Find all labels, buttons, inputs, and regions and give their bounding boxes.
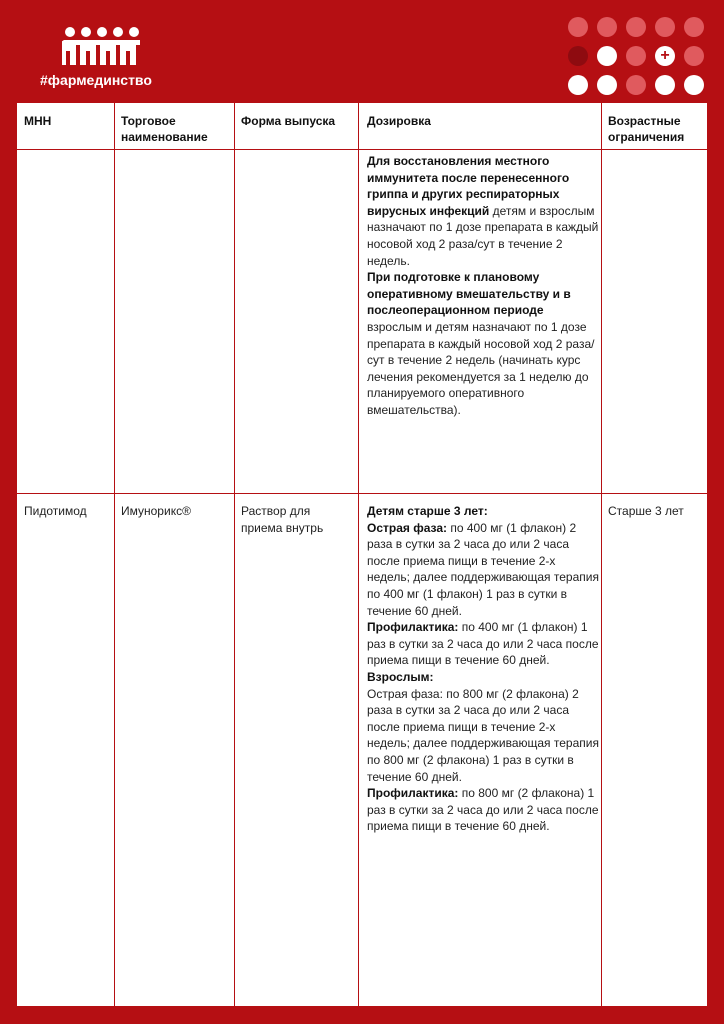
decorative-dot: [597, 46, 617, 66]
decorative-dot: [597, 17, 617, 37]
header-trade-name: Торговое наименование: [121, 114, 208, 144]
decorative-dot: [568, 75, 588, 95]
row2-age: Старше 3 лет: [608, 504, 684, 518]
row2-dosage-paragraph: [367, 619, 599, 669]
row1-dosage-paragraph: [367, 269, 599, 418]
header-mnn: МНН: [24, 114, 52, 128]
decorative-dot: [597, 75, 617, 95]
decorative-dots: [568, 17, 708, 97]
row2-dosage-bold-lead: Профилактика:: [367, 620, 459, 635]
row2-dosage-paragraph: [367, 669, 599, 686]
row2-dosage-bold-lead: Взрослым:: [367, 669, 434, 684]
brand-logo: [40, 26, 170, 92]
header-form: Форма выпуска: [241, 114, 336, 128]
row2-dosage-bold-lead: Острая фаза:: [367, 520, 448, 535]
decorative-dot: [684, 46, 704, 66]
row2-dosage-bold-lead: Профилактика:: [367, 786, 459, 801]
header-age: Возрастные ограничения: [608, 114, 685, 144]
decorative-dot: [655, 75, 675, 95]
header-dosage: Дозировка: [367, 114, 431, 128]
decorative-dot: [626, 17, 646, 37]
decorative-dot: [626, 46, 646, 66]
row2-dosage-text: по 400 мг (1 флакон) 2 раза в сутки за 2 часа до или 2 часа после приема пищи в течение 2-х недель; далее поддерживающая терапия по 400 мг (1 флакон) 1 раз в сутки в течение 60 дней.: [367, 520, 599, 618]
row2-dosage-paragraph: [367, 785, 599, 835]
decorative-dot: [568, 17, 588, 37]
row2-dosage-bold-lead: Детям старше 3 лет:: [367, 504, 488, 518]
brand-hashtag: #фармединство: [40, 72, 152, 88]
people-icon: [62, 26, 142, 70]
row1-dosage-text: взрослым и детям назначают по 1 дозе препарата в каждый носовой ход 2 раза/сут в течение 2 недель (начинать курс лечения рекомендуется за 1 неделю до планируемого оперативного вмешательства).: [367, 319, 595, 417]
row2-dosage-paragraph: [367, 503, 599, 520]
plus-icon: +: [655, 46, 675, 66]
row1-dosage-text: детям и взрослым назначают по 1 дозе препарата в каждый носовой ход 2 раза/сут в течение 2 недель.: [367, 203, 599, 268]
row2-dosage-text: Острая фаза: по 800 мг (2 флакона) 2 раза в сутки за 2 часа до или 2 часа после приема пищи в течение 2-х недель; далее поддерживающая терапия по 800 мг (2 флакона) 1 раз в сутки в течение 60 дней.: [367, 686, 599, 784]
row1-dosage-bold-lead: При подготовке к плановому оперативному вмешательству и в послеоперационном периоде: [367, 270, 571, 318]
row1-dosage-paragraph: [367, 153, 599, 269]
row2-dosage-text: по 400 мг (1 флакон) 1 раз в сутки за 2 часа до или 2 часа после приема пищи в течение 60 дней.: [367, 620, 599, 668]
row2-mnn: Пидотимод: [24, 504, 87, 518]
row2-dosage-paragraph: [367, 686, 599, 786]
row1-dosage-bold-lead: Для восстановления местного иммунитета после перенесенного гриппа и других респираторных вирусных инфекций: [367, 154, 570, 218]
row2-dosage-paragraph: [367, 520, 599, 620]
decorative-dot: [568, 46, 588, 66]
row2-dosage: [367, 503, 599, 835]
row1-dosage: [367, 153, 599, 419]
row2-trade: Имунорикс®: [121, 504, 191, 518]
drug-table: [17, 103, 707, 1006]
row2-form: Раствор для приема внутрь: [241, 504, 324, 535]
decorative-dot: [655, 17, 675, 37]
row2-dosage-text: по 800 мг (2 флакона) 1 раз в сутки за 2 часа до или 2 часа после приема пищи в течение 60 дней.: [367, 786, 599, 834]
decorative-dot: [684, 75, 704, 95]
decorative-dot: [684, 17, 704, 37]
decorative-dot: [626, 75, 646, 95]
